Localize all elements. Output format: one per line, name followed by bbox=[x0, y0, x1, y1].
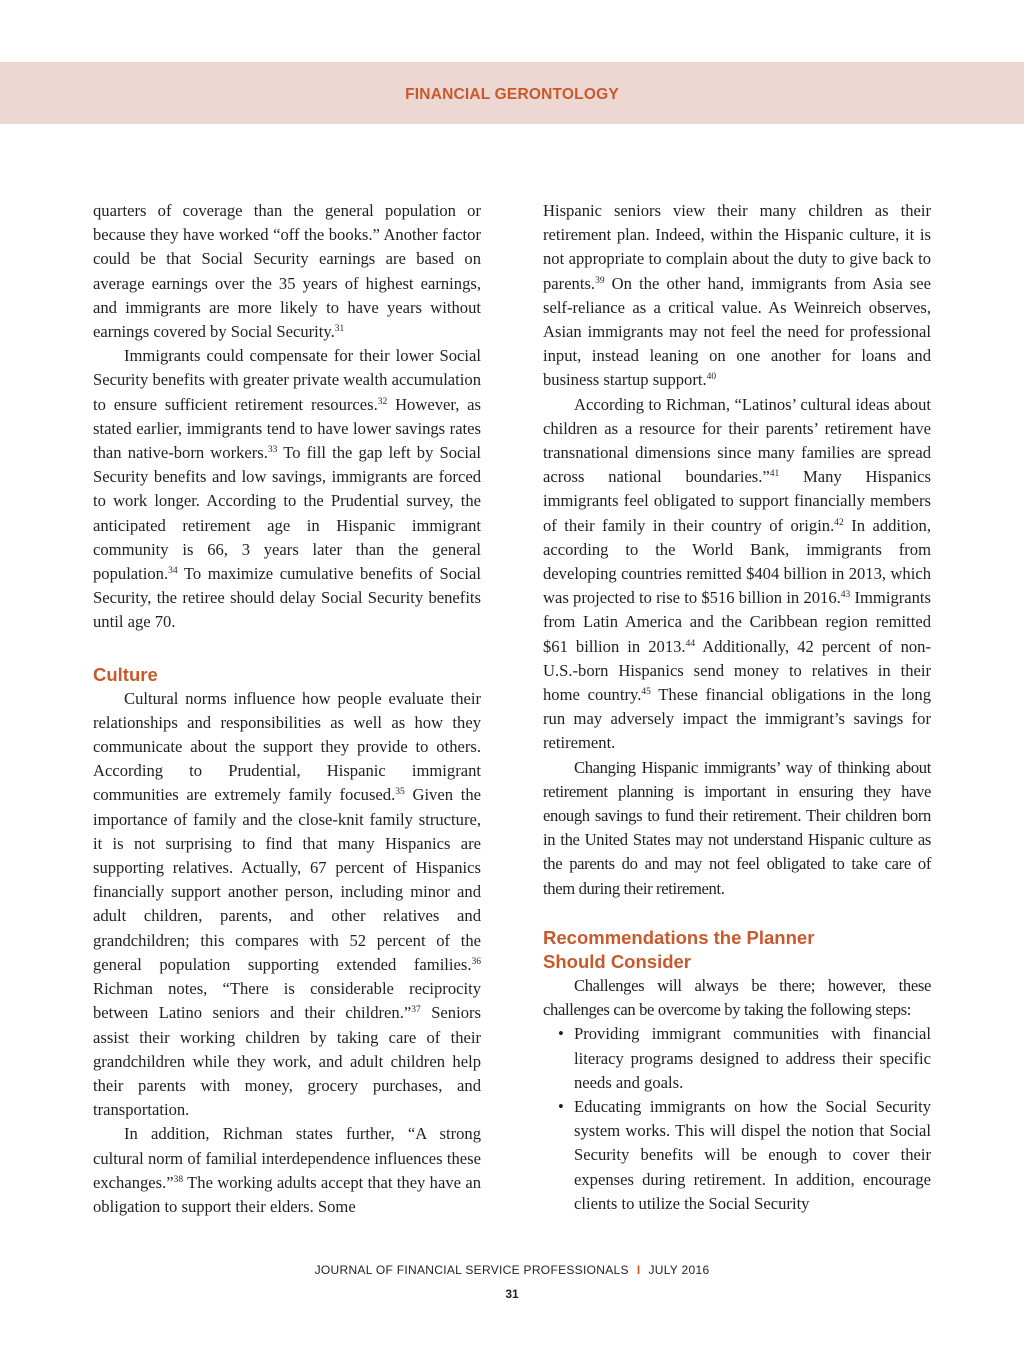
text-run: The working adults accept that they have an obligation to support their elders. Some bbox=[93, 1172, 481, 1216]
list-item-text: Educating immigrants on how the Social Security system works. This will dispel the notion that Social Security benefits will be enough to cover their expenses during retirement. In addition, encourage clients to utilize the Social Security bbox=[574, 1096, 931, 1213]
footnote-marker: 32 bbox=[377, 396, 388, 407]
recommendation-list bbox=[543, 1022, 931, 1216]
footnote-marker: 35 bbox=[395, 787, 405, 798]
section-heading-culture: Culture bbox=[93, 663, 158, 685]
footnote-marker: 36 bbox=[471, 956, 481, 967]
list-item bbox=[543, 1095, 931, 1216]
footnote-marker: 39 bbox=[595, 275, 605, 286]
paragraph bbox=[93, 687, 481, 1123]
heading-line: Recommendations the Planner bbox=[543, 926, 815, 948]
text-run: Immigrants from Latin America and the Caribbean region remitted $61 billion in 2013. bbox=[543, 588, 931, 656]
text-run: In addition, according to the World Bank, immigrants from developing countries remitted $404 billion in 2013, which was projected to rise to $516 billion in 2016. bbox=[543, 515, 932, 608]
text-run: According to Richman, “Latinos’ cultural ideas about children as a resource for their parents’ retirement have transnational dimensions since many families are spread across national boundaries.” bbox=[543, 394, 931, 487]
paragraph bbox=[543, 756, 931, 901]
right-column bbox=[543, 199, 931, 1216]
bullet-glyph: • bbox=[558, 1096, 564, 1116]
text-run: Additionally, 42 percent of non-U.S.-born Hispanics send money to relatives in their home country. bbox=[543, 636, 931, 705]
text-run: Challenges will always be there; however, these challenges can be overcome by taking the following steps: bbox=[543, 975, 931, 1020]
footnote-marker: 40 bbox=[706, 372, 717, 383]
left-column bbox=[93, 199, 481, 1219]
footnote-marker: 34 bbox=[168, 566, 178, 577]
footnote-marker: 41 bbox=[769, 469, 780, 480]
paragraph bbox=[93, 344, 481, 634]
footnote-marker: 38 bbox=[173, 1174, 184, 1185]
paragraph bbox=[543, 974, 931, 1022]
journal-name: JOURNAL OF FINANCIAL SERVICE PROFESSIONALS bbox=[314, 1263, 629, 1277]
section-heading-recommendations bbox=[543, 926, 931, 974]
heading-line: Should Consider bbox=[543, 950, 691, 972]
paragraph bbox=[543, 393, 931, 756]
text-run: Richman notes, “There is considerable reciprocity between Latino seniors and their children.” bbox=[93, 979, 481, 1023]
text-run: To fill the gap left by Social Security benefits and low savings, immigrants are forced to work longer. According to the Prudential survey, the anticipated retirement age in Hispanic immigrant community is 66, 3 years later than the general population. bbox=[93, 443, 481, 584]
text-run: Changing Hispanic immigrants’ way of thinking about retirement planning is important in ensuring they have enough savings to fund their retirement. Their children born in the United States may not understand Hispanic culture as the parents do and may not feel obligated to take care of them during their retirement. bbox=[543, 757, 931, 898]
text-run: To maximize cumulative benefits of Social Security, the retiree should delay Social Security benefits until age 70. bbox=[93, 564, 481, 632]
paragraph bbox=[93, 199, 481, 344]
footer-separator: I bbox=[636, 1263, 641, 1277]
text-run: In addition, Richman states further, “A strong cultural norm of familial interdependence influences these exchanges.” bbox=[93, 1124, 481, 1192]
text-run: Seniors assist their working children by taking care of their grandchildren while they work, and adult children help their parents with money, grocery purchases, and transportation. bbox=[93, 1003, 481, 1120]
footnote-marker: 37 bbox=[411, 1005, 421, 1016]
footnote-marker: 31 bbox=[334, 324, 345, 335]
paragraph bbox=[543, 199, 931, 393]
list-item-text: Providing immigrant communities with financial literacy programs designed to address their specific needs and goals. bbox=[574, 1024, 931, 1092]
footer-journal-line bbox=[0, 1263, 1024, 1277]
text-run: quarters of coverage than the general population or because they have worked “off the books.” Another factor could be that Social Security earnings are based on average earnings over the 35 years of highest earnings, and immigrants are more likely to have years without earnings covered by Social Security. bbox=[93, 201, 481, 342]
footnote-marker: 45 bbox=[641, 687, 651, 698]
paragraph bbox=[93, 1122, 481, 1219]
text-run: Many Hispanics immigrants feel obligated to support financially members of their family in their country of origin. bbox=[543, 467, 931, 535]
header-band bbox=[0, 62, 1024, 124]
text-run: Immigrants could compensate for their lower Social Security benefits with greater private wealth accumulation to ensure sufficient retirement resources. bbox=[93, 346, 481, 414]
footnote-marker: 42 bbox=[834, 517, 844, 528]
text-run: These financial obligations in the long run may adversely impact the immigrant’s savings for retirement. bbox=[543, 685, 932, 753]
text-run: Cultural norms influence how people evaluate their relationships and responsibilities as well as how they communicate about the support they provide to others. According to Prudential, Hispanic immigrant communities are extremely family focused. bbox=[93, 688, 481, 805]
text-run: On the other hand, immigrants from Asia see self-reliance as a critical value. As Weinreich observes, Asian immigrants may not feel the need for professional input, instead leaning on one another for loans and business startup support. bbox=[543, 273, 931, 390]
footnote-marker: 33 bbox=[267, 445, 278, 456]
footnote-marker: 43 bbox=[840, 590, 851, 601]
page-number: 31 bbox=[505, 1287, 519, 1301]
footnote-marker: 44 bbox=[685, 638, 696, 649]
text-run: Given the importance of family and the close-knit family structure, it is not surprising to find that many Hispanics are supporting relatives. Actually, 67 percent of Hispanics financially support another person, including minor and adult children, parents, and other relatives and grandchildren; this compares with 52 percent of the general population supporting extended families. bbox=[93, 785, 482, 974]
text-run: However, as stated earlier, immigrants tend to have lower savings rates than native-born workers. bbox=[93, 394, 481, 463]
issue-date: JULY 2016 bbox=[648, 1263, 710, 1277]
bullet-glyph: • bbox=[558, 1024, 564, 1044]
running-header-title: FINANCIAL GERONTOLOGY bbox=[405, 86, 619, 103]
text-run: Hispanic seniors view their many children as their retirement plan. Indeed, within the Hispanic culture, it is not appropriate to complain about the duty to give back to parents. bbox=[543, 201, 931, 293]
list-item bbox=[543, 1022, 931, 1095]
